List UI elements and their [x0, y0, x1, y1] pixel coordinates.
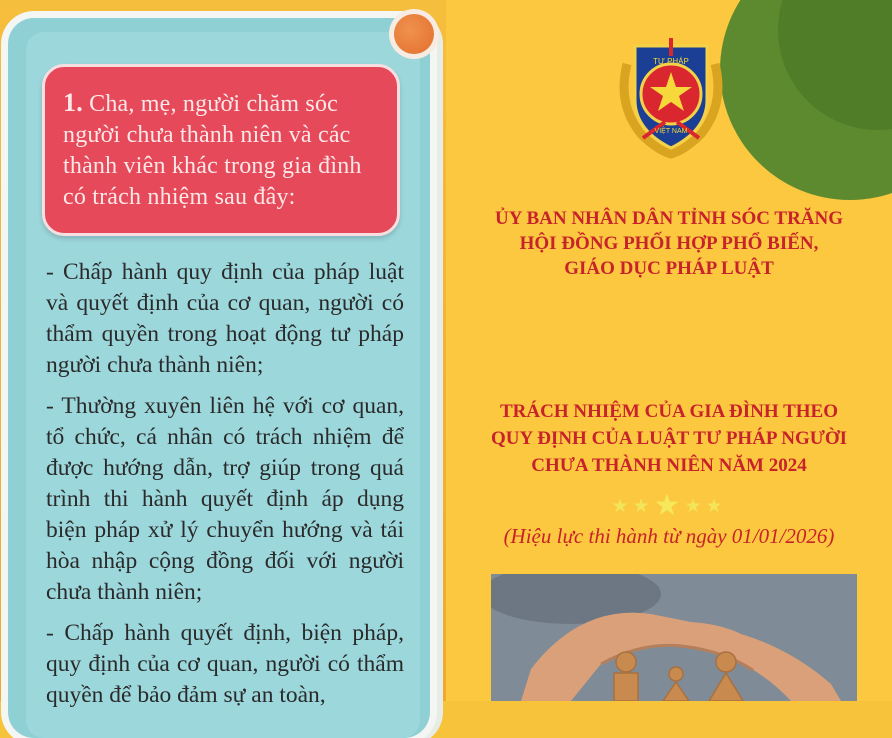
star-icon: ★ — [705, 496, 727, 517]
list-item: - Chấp hành quy định của pháp luật và quyết định của cơ quan, người có thẩm quyền trong hoạt động tư pháp người chưa thành niên; — [46, 259, 404, 378]
list-item: - Thường xuyên liên hệ với cơ quan, tổ chức, cá nhân có trách nhiệm để được hướng dẫn, trợ giúp trong quá trình thi hành quyết định áp dụng biện pháp xử lý chuyển hướng và tái hòa nhập cộng đồng đối với người chưa thành niên; — [46, 393, 404, 605]
star-icon: ★ — [611, 496, 633, 517]
list-item: - Chấp hành quyết định, biện pháp, quy định của cơ quan, người có thẩm quyền để bảo đảm sự an toàn, — [46, 620, 404, 708]
section-number: 1. — [63, 88, 83, 117]
document-title — [446, 398, 892, 479]
emblem-text-top: TƯ PHÁP — [653, 57, 689, 66]
title-line-3: CHƯA THÀNH NIÊN NĂM 2024 — [531, 455, 807, 476]
family-hands-illustration — [491, 574, 857, 701]
justice-emblem-icon — [613, 34, 729, 164]
title-line-1: TRÁCH NHIỆM CỦA GIA ĐÌNH THEO — [499, 401, 838, 422]
star-divider — [446, 488, 892, 523]
orange-dot-decoration — [394, 14, 434, 54]
star-icon: ★ — [632, 496, 654, 517]
effective-date: (Hiệu lực thi hành từ ngày 01/01/2026) — [503, 524, 835, 548]
org-line-2: HỘI ĐỒNG PHỐI HỢP PHỔ BIẾN, — [519, 233, 819, 254]
section-heading — [63, 87, 383, 213]
section-heading-text: Cha, mẹ, người chăm sóc người chưa thành niên và các thành viên khác trong gia đình có trách nhiệm sau đây: — [63, 91, 362, 210]
star-icon: ★ — [653, 489, 685, 522]
emblem-text-bottom: VIỆT NAM — [654, 128, 688, 135]
org-line-3: GIÁO DỤC PHÁP LUẬT — [564, 258, 774, 279]
family-hands-photo — [491, 574, 857, 701]
star-icon: ★ — [684, 496, 706, 517]
title-line-2: QUY ĐỊNH CỦA LUẬT TƯ PHÁP NGƯỜI — [490, 428, 848, 449]
responsibility-list — [46, 257, 404, 721]
section-heading-box — [42, 64, 400, 236]
organization-block — [446, 206, 892, 281]
org-line-1: ỦY BAN NHÂN DÂN TỈNH SÓC TRĂNG — [494, 208, 844, 229]
